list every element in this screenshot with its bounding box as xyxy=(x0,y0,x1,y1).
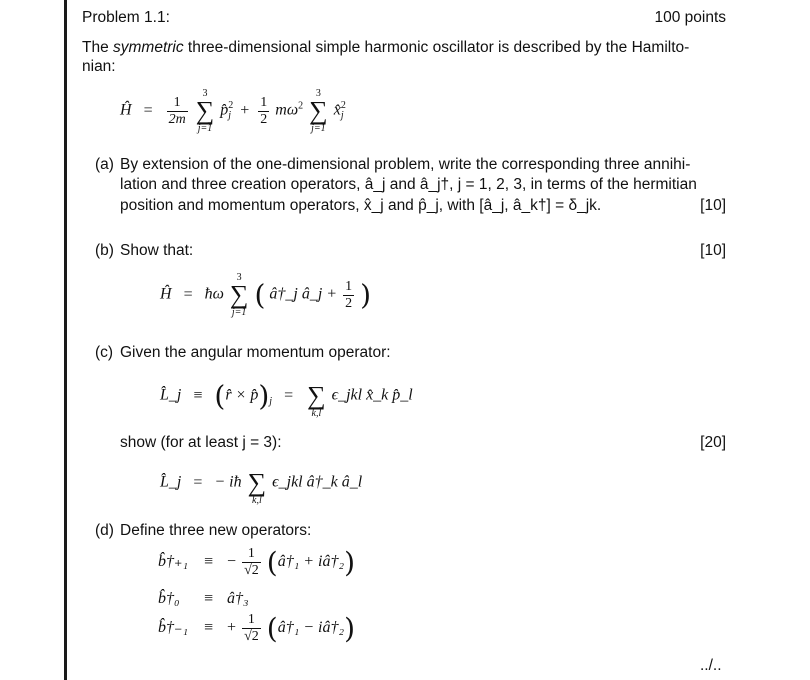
summation-sign: ∑ k,l xyxy=(307,381,326,419)
part-a-line-3: position and momentum operators, x̂_j and p̂_j, with [â_j, â_k†] = δ_jk. xyxy=(120,197,602,214)
total-points: 100 points xyxy=(654,9,726,26)
summation-sign: ∑ k,l xyxy=(247,468,267,506)
part-c-points: [20] xyxy=(700,434,726,451)
part-b-text: Show that: xyxy=(120,242,194,259)
part-d-row-1: b̂†₊₁ ≡ − $\frac{1}{√2}$ (â†₁ + iâ†₂) xyxy=(158,546,355,579)
intro-emphasis: symmetric xyxy=(113,39,184,56)
part-c-label: (c) xyxy=(95,344,114,361)
intro-line-1: The symmetric three-dimensional simple harmonic oscillator is described by the Hamilto- xyxy=(82,39,690,56)
hamiltonian-equation: Ĥ = $\frac{1}{2m}$ 3 ∑ j=1 p̂ 2 j + $\frac{1}{2}$ $m\omega^2$ 3 ∑ j=1 x̂ 2 j xyxy=(120,88,346,134)
part-a-label: (a) xyxy=(95,156,114,173)
page-left-border xyxy=(64,0,67,680)
part-d-label: (d) xyxy=(95,522,114,539)
part-c-equation-1: L̂_j ≡ (r̂ × $p̂)_j$ = ∑ k,l ϵ_jkl x̂_k p̂_l xyxy=(160,373,413,419)
summation-sign: 3 ∑ j=1 xyxy=(195,88,215,134)
part-c-equation-2: L̂_j = − iħ ∑ k,l ϵ_jkl â†_k â_l xyxy=(160,460,362,506)
part-d-row-2: b̂†₀ ≡ â†₃ xyxy=(158,590,249,607)
summation-sign: 3 ∑ j=1 xyxy=(309,88,328,134)
part-d-text: Define three new operators: xyxy=(120,522,312,539)
part-a-line-1: By extension of the one-dimensional problem, write the corresponding three annihi- xyxy=(120,156,691,173)
part-d-row-3: b̂†₋₁ ≡ + $\frac{1}{√2}$ (â†₁ − iâ†₂) xyxy=(158,612,355,645)
part-a-line-2: lation and three creation operators, â_j and â_j†, j = 1, 2, 3, in terms of the hermitian xyxy=(120,176,697,193)
part-c-text: Given the angular momentum operator: xyxy=(120,344,391,361)
part-b-points: [10] xyxy=(700,242,726,259)
part-b-equation: Ĥ = ħω 3 ∑ j=1 ( â†_j â_j + $\frac{1}{2}$ ) xyxy=(160,272,371,318)
problem-title: Problem 1.1: xyxy=(82,9,170,26)
summation-sign: 3 ∑ j=1 xyxy=(229,272,249,318)
part-a-points: [10] xyxy=(700,197,726,214)
part-b-label: (b) xyxy=(95,242,114,259)
continued-marker: ../.. xyxy=(700,657,722,674)
intro-line-2: nian: xyxy=(82,58,116,75)
part-c-show-text: show (for at least j = 3): xyxy=(120,434,282,451)
